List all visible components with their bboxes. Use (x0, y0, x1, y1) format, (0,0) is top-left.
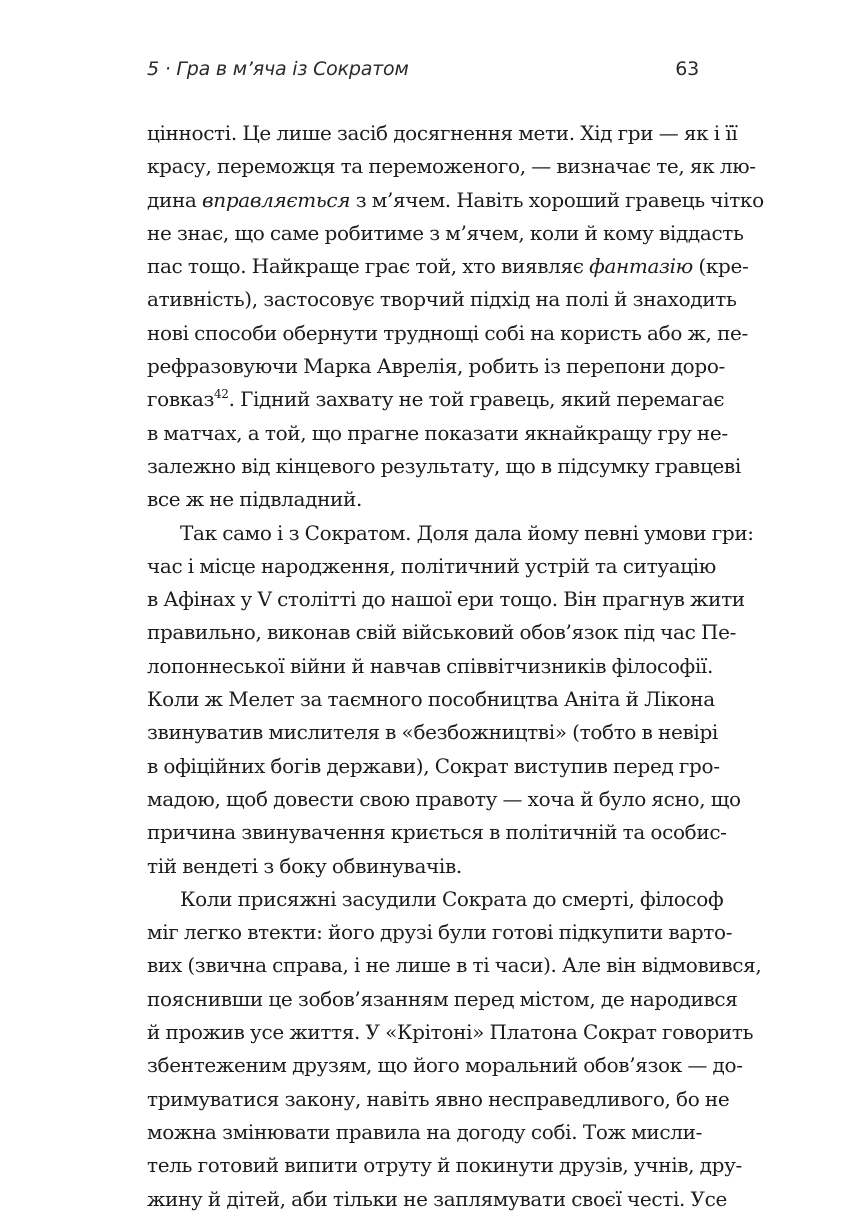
text-run: правильно, виконав свій військовий обов’язок під час Пе- (147, 620, 736, 645)
text-run: вих (звична справа, і не лише в ті часи). Але він відмовився, (147, 953, 762, 978)
paragraph (147, 117, 764, 517)
text-run: мадою, щоб довести свою правоту — хоча й було ясно, що (147, 786, 741, 811)
paragraph (147, 883, 762, 1216)
text-run: пояснивши це зобов’язанням перед містом, де народився (147, 986, 738, 1011)
text-line (147, 1149, 742, 1182)
text-run: цінності. Це лише засіб досягнення мети. Хід гри — як і її (147, 121, 738, 145)
text-line (147, 317, 748, 350)
text-line (147, 883, 724, 916)
text-run: Коли присяжні засудили Сократа до смерті, філософ (180, 886, 724, 911)
text-run: красу, переможця та переможеного, — визначає те, як лю- (147, 154, 756, 179)
text-run: Так само і з Сократом. Доля дала йому певні умови гри: (180, 520, 754, 545)
text-run: тій вендеті з боку обвинувачів. (147, 853, 462, 878)
emphasis: фантазію (589, 254, 693, 279)
text-line (147, 716, 718, 749)
text-line (147, 217, 744, 250)
text-run: все ж не підвладний. (147, 487, 363, 512)
text-line (147, 1083, 730, 1116)
text-line (147, 583, 745, 616)
text-line (147, 683, 715, 716)
text-line (147, 450, 741, 483)
text-line (147, 383, 725, 416)
text-run: з м’ячем. Навіть хороший гравець чітко (350, 187, 764, 212)
text-run: жину й дітей, аби тільки не заплямувати своєї честі. Усе (147, 1186, 727, 1211)
text-run: говказ (147, 387, 215, 412)
text-line (147, 184, 764, 217)
text-line (147, 816, 727, 849)
text-line (147, 1183, 727, 1216)
text-line (147, 650, 713, 683)
text-run: рефразовуючи Марка Аврелія, робить із перепони доро- (147, 354, 725, 379)
text-line (147, 916, 733, 949)
chapter-title: 5 · Гра в м’яча із Сократом (147, 58, 409, 80)
text-line (147, 616, 736, 649)
text-line (147, 850, 702, 883)
text-run: можна змінювати правила на догоду собі. Тож мисли- (147, 1119, 702, 1144)
text-run: тримуватися закону, навіть явно несправедливого, бо не (147, 1086, 730, 1111)
text-run: пас тощо. Найкраще грає той, хто виявляє (147, 254, 590, 279)
page-number: 63 (675, 58, 699, 80)
text-run: . Гідний захвату не той гравець, який перемагає (228, 387, 725, 412)
text-line (147, 550, 716, 583)
text-run: не знає, що саме робитиме з м’ячем, коли й кому віддасть (147, 220, 744, 245)
text-run: (кре- (692, 254, 749, 279)
text-line (147, 250, 749, 283)
text-run: причина звинувачення криється в політичній та особис- (147, 820, 727, 845)
text-run: дина (147, 187, 203, 212)
text-line (147, 783, 741, 816)
text-run: й прожив усе життя. У «Крітоні» Платона Сократ говорить (147, 1020, 754, 1045)
text-line (147, 1016, 754, 1049)
text-line (147, 483, 702, 516)
paragraph (147, 517, 754, 883)
text-run: час і місце народження, політичний устрій та ситуацію (147, 553, 716, 578)
running-head (147, 58, 699, 88)
text-run: нові способи обернути труднощі собі на користь або ж, пе- (147, 320, 748, 345)
text-run: Коли ж Мелет за таємного пособництва Аніта й Лікона (147, 687, 715, 712)
text-run: в Афінах у V столітті до нашої ери тощо. Він прагнув жити (147, 587, 745, 612)
text-line (147, 150, 756, 183)
text-line (147, 117, 738, 150)
text-run: в офіційних богів держави), Сократ виступив перед гро- (147, 753, 720, 778)
text-run: збентеженим друзям, що його моральний обов’язок — до- (147, 1053, 743, 1078)
footnote-ref: 42 (214, 387, 229, 402)
text-run: в матчах, а той, що прагне показати якнайкращу гру не- (147, 420, 728, 445)
text-line (147, 417, 728, 450)
text-run: ативність), застосовує творчий підхід на полі й знаходить (147, 287, 737, 312)
text-line (147, 283, 737, 316)
body-text (147, 117, 764, 1216)
text-line (147, 1049, 743, 1082)
text-line (147, 949, 762, 982)
text-run: тель готовий випити отруту й покинути друзів, учнів, дру- (147, 1153, 742, 1178)
text-line (147, 983, 738, 1016)
text-run: лопоннеської війни й навчав співвітчизників філософії. (147, 653, 713, 678)
text-line (147, 750, 720, 783)
text-run: звинуватив мислителя в «безбожництві» (тобто в невірі (147, 720, 718, 745)
text-run: залежно від кінцевого результату, що в підсумку гравцеві (147, 453, 741, 478)
text-line (147, 350, 725, 383)
text-line (147, 1116, 702, 1149)
emphasis: вправляється (202, 187, 351, 212)
text-run: міг легко втекти: його друзі були готові підкупити варто- (147, 920, 733, 945)
text-line (147, 517, 754, 550)
